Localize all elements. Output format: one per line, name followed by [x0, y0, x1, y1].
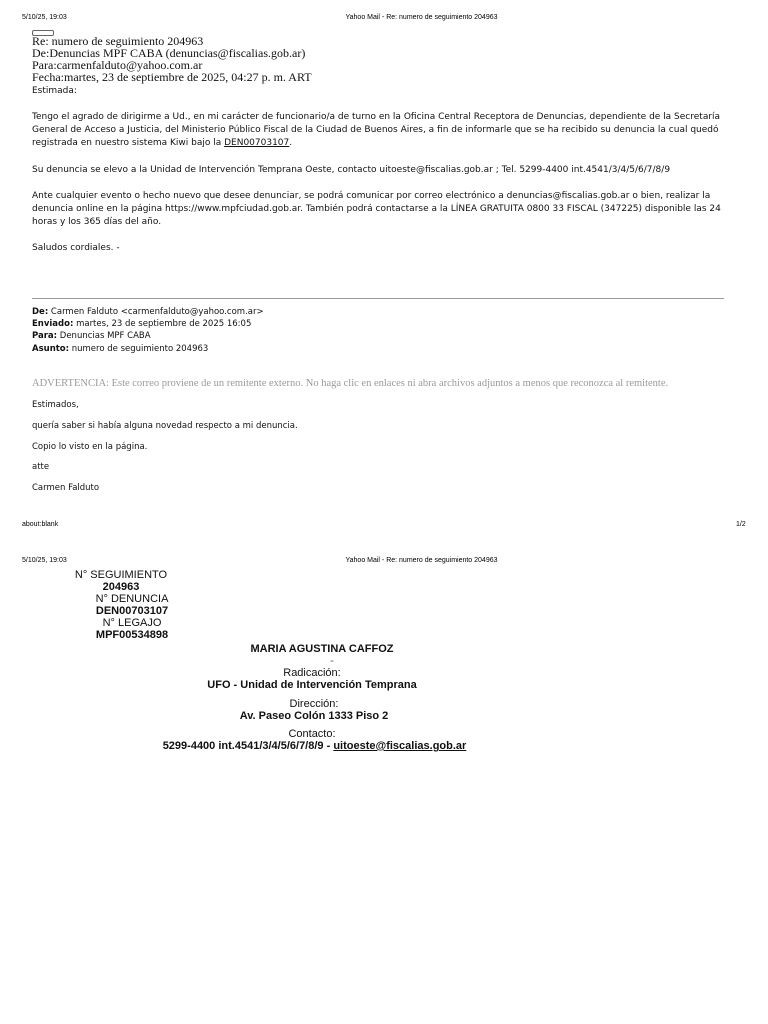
- quoted-sent: Enviado: martes, 23 de septiembre de 2025 16:05: [32, 319, 252, 329]
- tracking-label: N° SEGUIMIENTO: [74, 569, 168, 581]
- address-value: Av. Paseo Colón 1333 Piso 2: [239, 710, 389, 722]
- tracking-number: 204963: [102, 581, 140, 593]
- address-label: Dirección:: [289, 698, 339, 710]
- radicacion-label: Radicación:: [283, 667, 341, 679]
- contact-line: 5299-4400 int.4541/3/4/5/6/7/8/9 - uitoeste@fiscalias.gob.ar: [162, 740, 467, 752]
- body-paragraph-2: Su denuncia se elevo a la Unidad de Intervención Temprana Oeste, contacto uitoeste@fiscalias.gob.ar ; Tel. 5299-4400 int.4541/3/4/5/6/7/8/9: [32, 165, 671, 175]
- email-from: De:Denuncias MPF CABA (denuncias@fiscalias.gob.ar): [32, 46, 306, 60]
- print-footer-page: 1/2: [736, 521, 746, 528]
- p1-end: .: [289, 138, 293, 148]
- case-file-number: MPF00534898: [95, 629, 169, 641]
- p1-text: Tengo el agrado de dirigirme a Ud., en mi carácter de funcionario/a de turno en la Oficina Central Receptora de Denuncias, dependiente de la Secretaría General de Acceso a Justicia, del Ministerio Público Fiscal de la Ciudad de Buenos Aires, a fin de informarle que se ha recibido su denuncia la cual quedó registrada en nuestro sistema Kiwi bajo la: [32, 112, 721, 148]
- quoted-line: Copio lo visto en la página.: [32, 442, 148, 452]
- body-paragraph-1: [32, 111, 732, 150]
- email-to: Para:carmenfalduto@yahoo.com.ar: [32, 58, 203, 72]
- quoted-line: atte: [32, 462, 50, 472]
- email-date: Fecha:martes, 23 de septiembre de 2025, 04:27 p. m. ART: [32, 70, 312, 84]
- contact-email-link[interactable]: uitoeste@fiscalias.gob.ar: [333, 740, 467, 752]
- quoted-signature: Carmen Falduto: [32, 483, 100, 493]
- complaint-number: DEN00703107: [95, 605, 169, 617]
- print-header-datetime: 5/10/25, 19:03: [22, 14, 67, 21]
- closing: Saludos cordiales. -: [32, 243, 120, 253]
- print-header-title: Yahoo Mail - Re: numero de seguimiento 204963: [345, 14, 498, 21]
- external-sender-warning: ADVERTENCIA: Este correo proviene de un remitente externo. No haga clic en enlaces ni abra archivos adjuntos a menos que reconozca al remitente.: [32, 378, 669, 389]
- case-file-label: N° LEGAJO: [102, 617, 162, 629]
- print-header-title: Yahoo Mail - Re: numero de seguimiento 204963: [345, 557, 498, 564]
- print-header-datetime: 5/10/25, 19:03: [22, 557, 67, 564]
- separator-dash: -: [330, 655, 334, 667]
- official-name: MARIA AGUSTINA CAFFOZ: [250, 643, 394, 655]
- quoted-line: Estimados,: [32, 400, 79, 410]
- quoted-to: Para: Denuncias MPF CABA: [32, 331, 151, 341]
- radicacion-value: UFO - Unidad de Intervención Temprana: [207, 679, 417, 691]
- quoted-subject: Asunto: numero de seguimiento 204963: [32, 344, 209, 354]
- complaint-label: N° DENUNCIA: [95, 593, 169, 605]
- body-paragraph-3: Ante cualquier evento o hecho nuevo que desee denunciar, se podrá comunicar por correo electrónico a denuncias@fiscalias.gob.ar o bien, realizar la denuncia online en la página https://www.mpfciudad.gob.ar. También podrá contactarse a la LÍNEA GRATUITA 0800 33 FISCAL (347225) disponible las 24 horas y los 365 días del año.: [32, 191, 721, 227]
- print-footer-url: about:blank: [22, 521, 59, 528]
- greeting: Estimada:: [32, 86, 77, 96]
- denuncia-link[interactable]: DEN00703107: [224, 138, 290, 148]
- contact-label: Contacto:: [288, 728, 336, 740]
- quoted-line: quería saber si había alguna novedad respecto a mi denuncia.: [32, 421, 298, 431]
- quoted-from: De: Carmen Falduto <carmenfalduto@yahoo.com.ar>: [32, 307, 264, 317]
- divider: [32, 298, 724, 299]
- email-subject: Re: numero de seguimiento 204963: [32, 34, 204, 48]
